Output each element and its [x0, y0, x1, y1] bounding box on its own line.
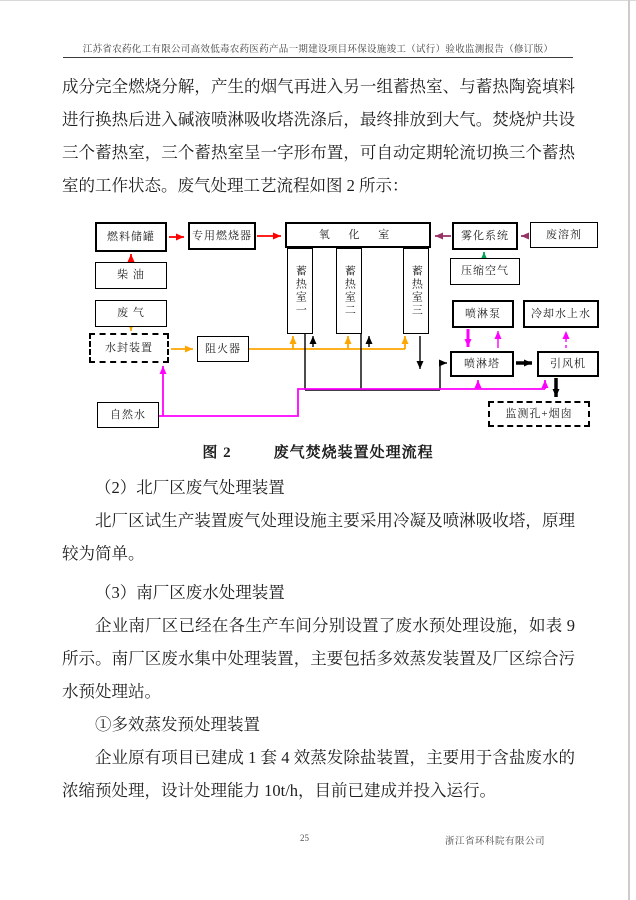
footer-organization: 浙江省环科院有限公司 — [444, 837, 545, 847]
node-spray-pump: 喷淋泵 — [452, 300, 514, 328]
figure-caption — [0, 441, 636, 462]
node-diesel: 柴 油 — [95, 262, 167, 289]
body-paragraph-3: 企业南厂区已经在各生产车间分别设置了废水预处理设施，如表 9 所示。南厂区废水集中处理装置，主要包括多效蒸发装置及厂区综合污水预处理站。 — [62, 616, 575, 701]
page-header-title: 江苏省农药化工有限公司高效低毒农药医药产品一期建设项目环保设施竣工（试行）验收监测报告（修订版） — [82, 45, 554, 55]
node-fuel-tank: 燃料储罐 — [95, 222, 167, 252]
node-waste-solvent: 废溶剂 — [530, 222, 598, 248]
figure-caption-title: 废气焚烧装置处理流程 — [273, 445, 434, 461]
node-regenerator-2: 蓄热室二 — [336, 248, 362, 334]
node-waste-gas: 废 气 — [95, 300, 167, 327]
section-heading-4: ①多效蒸发预处理装置 — [95, 715, 260, 734]
node-regenerator-1: 蓄热室一 — [287, 248, 313, 334]
node-burner: 专用燃烧器 — [188, 222, 256, 250]
section-heading-3: （3）南厂区废水处理装置 — [95, 583, 285, 602]
node-cooling-water: 冷却水上水 — [523, 300, 599, 328]
node-spray-tower: 喷淋塔 — [450, 351, 514, 377]
body-paragraph-4: 企业原有项目已建成 1 套 4 效蒸发除盐装置，主要用于含盐废水的浓缩预处理，设计处理能力 10t/h，目前已建成并投入运行。 — [62, 748, 575, 800]
body-paragraph-2: 北厂区试生产装置废气处理设施主要采用冷凝及喷淋吸收塔，原理较为简单。 — [62, 511, 575, 563]
node-compressed-air: 压缩空气 — [450, 258, 520, 285]
node-oxidation-chamber: 氧 化 室 — [285, 222, 431, 248]
scan-edge-top — [0, 0, 636, 1]
node-induced-fan: 引风机 — [537, 351, 599, 377]
header-rule — [63, 57, 573, 58]
node-water-seal: 水封装置 — [89, 333, 169, 363]
body-paragraph-1: 成分完全燃烧分解，产生的烟气再进入另一组蓄热室、与蓄热陶瓷填料进行换热后进入碱液喷淋吸收塔洗涤后，最终排放到大气。焚烧炉共设三个蓄热室，三个蓄热室呈一字形布置，可自动定期轮流切换三个蓄热室的工作状态。废气处理工艺流程如图 2 所示： — [62, 77, 575, 195]
figure-caption-label: 图 2 — [202, 445, 232, 461]
node-flame-arrester: 阻火器 — [197, 336, 249, 362]
node-regenerator-3: 蓄热室三 — [403, 248, 429, 334]
node-natural-water: 自然水 — [97, 402, 159, 428]
node-stack-outlet: 监测孔+烟囱 — [488, 401, 590, 427]
node-atomizer: 雾化系统 — [452, 222, 518, 250]
section-heading-2: （2）北厂区废气处理装置 — [95, 478, 285, 497]
page-number: 25 — [300, 833, 309, 843]
